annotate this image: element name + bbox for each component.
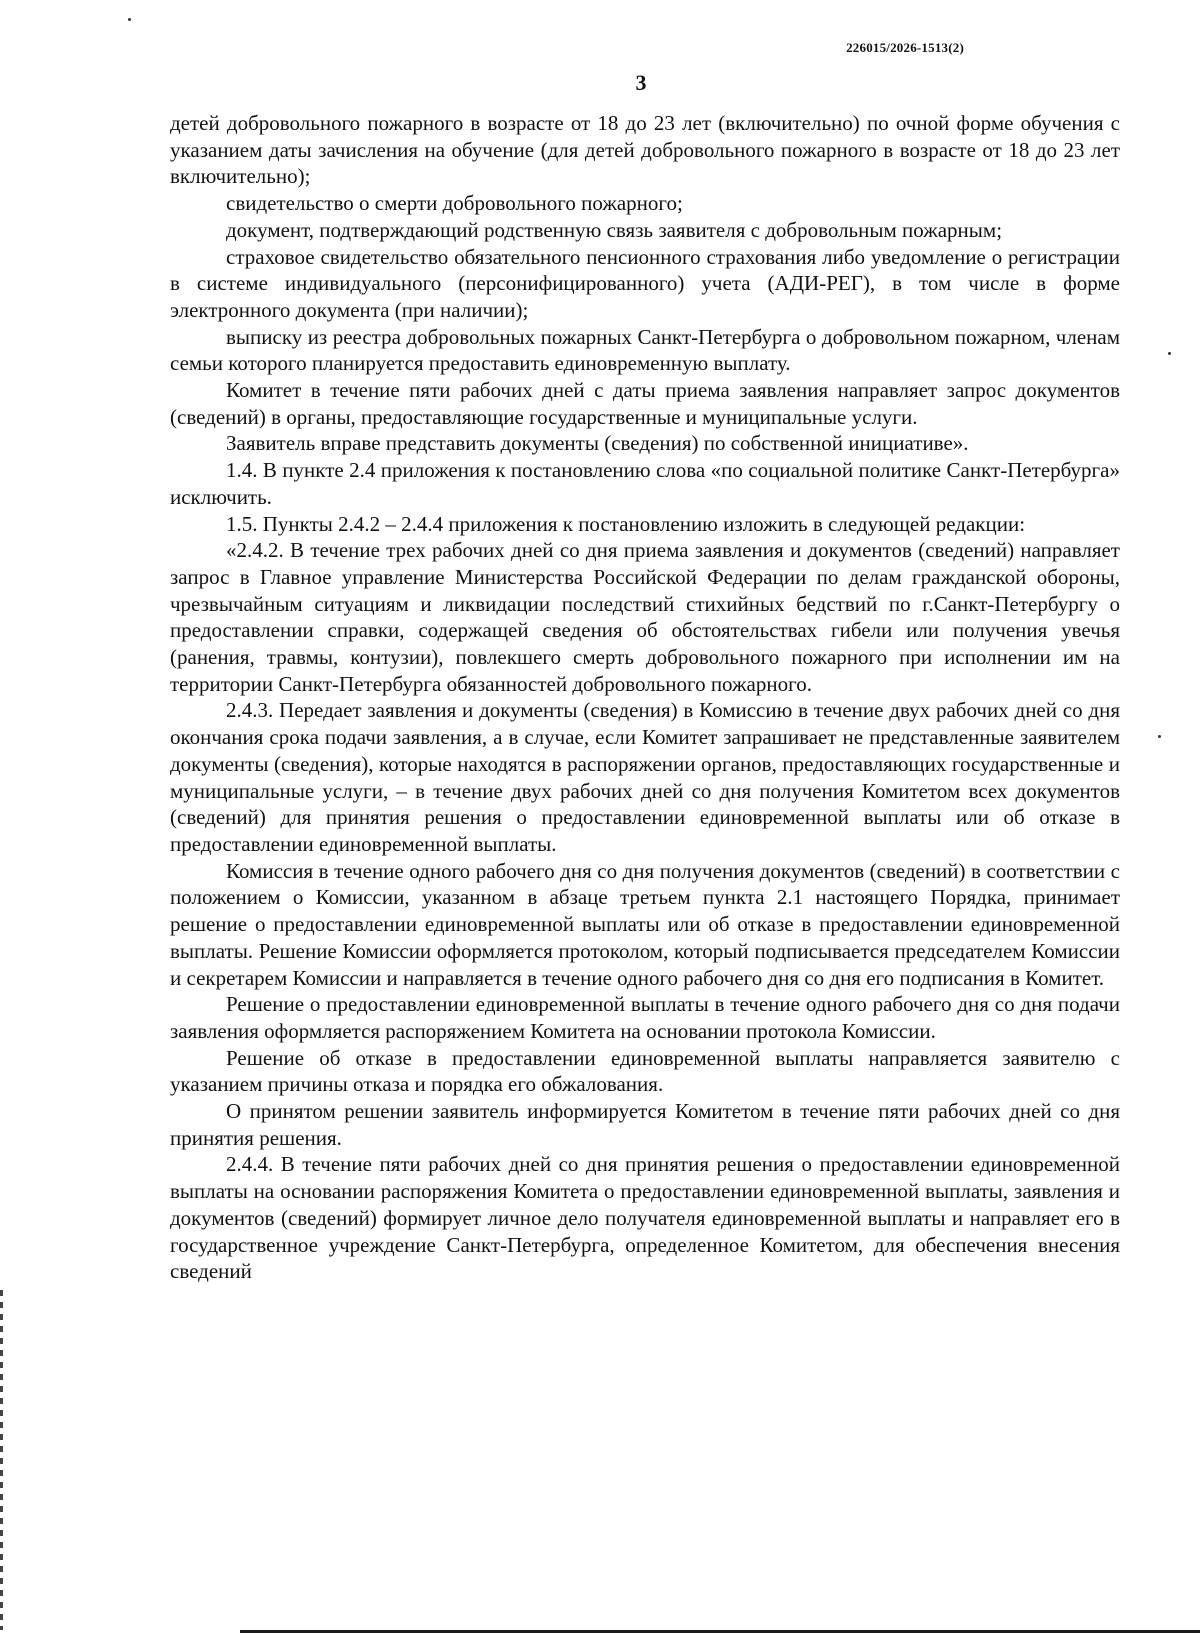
paragraph: Заявитель вправе представить документы (сведения) по собственной инициативе». bbox=[226, 431, 969, 456]
paragraph: страховое свидетельство обязательного пенсионного страхования либо уведомление о регистрации в системе индивидуального (персонифицированного) учета (АДИ-РЕГ), в том числе в форме электронного документа (при наличии); bbox=[170, 244, 1120, 322]
paragraph: 1.5. Пункты 2.4.2 – 2.4.4 приложения к постановлению изложить в следующей редакции: bbox=[226, 511, 1026, 536]
paragraph: Комиссия в течение одного рабочего дня со дня получения документов (сведений) в соответствии с положением о Комиссии, указанном в абзаце третьем пункта 2.1 настоящего Порядка, принимает решение о предоставлении единовременной выплаты или об отказе в предоставлении единовременной выплаты. Решение Комиссии оформляется протоколом, который подписывается председателем Комиссии и секретарем Комиссии и направляется в течение одного рабочего дня со дня его подписания в Комитет. bbox=[170, 858, 1120, 990]
registration-number: 226015/2026-1513(2) bbox=[846, 40, 964, 55]
scan-edge-artifact bbox=[0, 1290, 3, 1630]
paragraph: О принятом решении заявитель информируется Комитетом в течение пяти рабочих дней со дня принятия решения. bbox=[170, 1099, 1120, 1150]
document-body bbox=[170, 110, 1120, 1285]
paragraph: Комитет в течение пяти рабочих дней с даты приема заявления направляет запрос документов (сведений) в органы, предоставляющие государственные и муниципальные услуги. bbox=[170, 378, 1120, 429]
paragraph: 2.4.3. Передает заявления и документы (сведения) в Комиссию в течение двух рабочих дней со дня окончания срока подачи заявления, а в случае, если Комитет запрашивает не представленные заявителем документы (сведения), которые находятся в распоряжении органов, предоставляющих государственные и муниципальные услуги, – в течение двух рабочих дней со дня получения Комитетом всех документов (сведений) для принятия решения о предоставлении единовременной выплаты или об отказе в предоставлении единовременной выплаты. bbox=[170, 698, 1120, 856]
paragraph: 1.4. В пункте 2.4 приложения к постановлению слова «по социальной политике Санкт-Петербурга» исключить. bbox=[170, 458, 1120, 509]
scan-speck bbox=[1158, 735, 1161, 738]
scan-speck bbox=[1168, 352, 1171, 355]
paragraph: свидетельство о смерти добровольного пожарного; bbox=[226, 191, 683, 216]
scan-speck bbox=[128, 18, 131, 21]
paragraph: документ, подтверждающий родственную связь заявителя с добровольным пожарным; bbox=[226, 217, 1003, 242]
paragraph: «2.4.2. В течение трех рабочих дней со дня приема заявления и документов (сведений) направляет запрос в Главное управление Министерства Российской Федерации по делам гражданской обороны, чрезвычайным ситуациям и ликвидации последствий стихийных бедствий по г.Санкт-Петербургу о предоставлении справки, содержащей сведения об обстоятельствах гибели или получения увечья (ранения, травмы, контузии), повлекшего смерть добровольного пожарного при исполнении им на территории Санкт-Петербурга обязанностей добровольного пожарного. bbox=[170, 538, 1120, 696]
paragraph: выписку из реестра добровольных пожарных Санкт-Петербурга о добровольном пожарном, членам семьи которого планируется предоставить единовременную выплату. bbox=[170, 324, 1120, 376]
paragraph: Решение об отказе в предоставлении единовременной выплаты направляется заявителю с указанием причины отказа и порядка его обжалования. bbox=[170, 1045, 1120, 1097]
paragraph: Решение о предоставлении единовременной выплаты в течение одного рабочего дня со дня подачи заявления оформляется распоряжением Комитета на основании протокола Комиссии. bbox=[170, 992, 1120, 1043]
page-number: 3 bbox=[635, 70, 647, 95]
paragraph: детей добровольного пожарного в возрасте от 18 до 23 лет (включительно) по очной форме обучения с указанием даты зачисления на обучение (для детей добровольного пожарного в возрасте от 18 до 23 лет включительно); bbox=[170, 111, 1120, 189]
paragraph: 2.4.4. В течение пяти рабочих дней со дня принятия решения о предоставлении единовременной выплаты на основании распоряжения Комитета о предоставлении единовременной выплаты, заявления и документов (сведений) формирует личное дело получателя единовременной выплаты и направляет его в государственное учреждение Санкт-Петербурга, определенное Комитетом, для обеспечения внесения сведений bbox=[170, 1152, 1120, 1284]
